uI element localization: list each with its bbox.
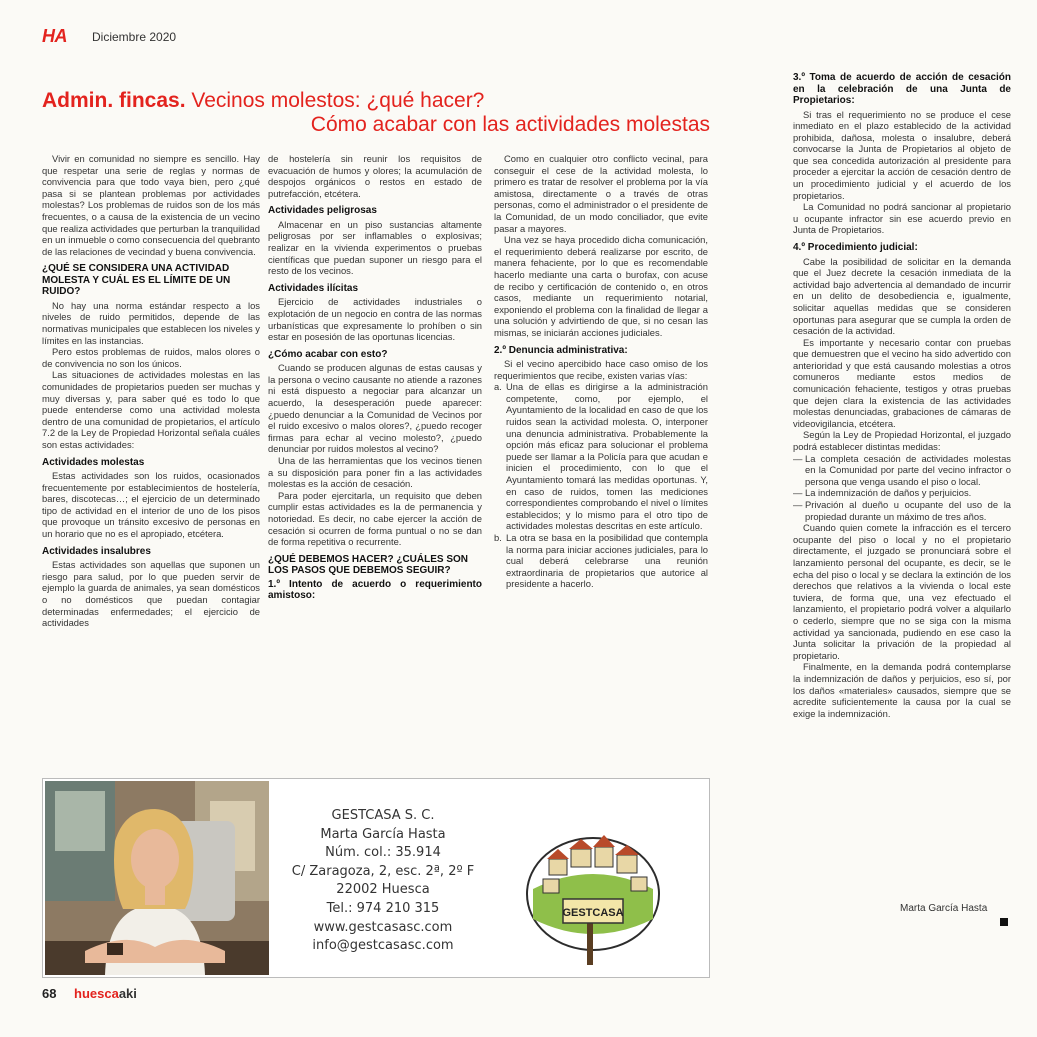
paragraph: Si el vecino apercibido hace caso omiso de los requerimientos que recibe, existen varias vías:	[494, 358, 708, 381]
paragraph: La Comunidad no podrá sancionar al propietario u ocupante infractor sin ese acuerdo previo en Junta de Propietarios.	[793, 201, 1011, 236]
email-link[interactable]: info@gestcasasc.com	[312, 938, 454, 954]
author-signature: Marta García Hasta	[900, 903, 988, 914]
list-marker: —	[793, 499, 803, 510]
paragraph: Ejercicio de actividades industriales o explotación de un negocio en contra de las normas urbanísticas que expresamente lo prohíben o sin estar en posesión de las oportunas licencias.	[268, 296, 482, 343]
section-heading: ¿QUÉ DEBEMOS HACER? ¿CUÁLES SON LOS PASOS QUE DEBEMOS SEGUIR?	[268, 553, 469, 577]
paragraph: Si tras el requerimiento no se produce el cese inmediato en el plazo establecido de la actividad prohibida, dañosa, molesta o insalubre, deberá convocarse la Junta de Propietarios al objeto de que sea concedida autorización al presidente para proceder a ejercitar la acción de cesación dentro de un procedimiento judicial y el acuerdo de los propietarios.	[793, 108, 1011, 201]
paragraph: Pero estos problemas de ruidos, malos olores o de convivencia no son los únicos.	[42, 346, 260, 369]
paragraph: Una vez se haya procedido dicha comunicación, el requerimiento deberá realizarse por escrito, de manera fehaciente, por lo que es recomendable hacerlo mediante una carta o burofax, con acuse de recibo y certificación de contenido o, en otros casos, mediante un requerimiento notarial, exponiendo el problema con la finalidad de llegar a una solución y advirtiendo de que, si no cesan las mismas, se iniciarán acciones judiciales.	[494, 234, 708, 338]
list-marker: b.	[494, 531, 502, 543]
phone-number[interactable]: Tel.: 974 210 315	[326, 900, 440, 916]
gestcasa-logo	[513, 819, 673, 969]
article-column-1	[42, 153, 260, 763]
list-item	[793, 499, 1011, 522]
paragraph: Para poder ejercitarla, un requisito que deben cumplir estas actividades es la de permanencia y notoriedad. Es decir, no cabe ejercer la acción de cesación si ocurren de forma puntual o no se dan de forma repetitiva o recurrente.	[268, 489, 482, 548]
website-link[interactable]: www.gestcasasc.com	[313, 919, 453, 935]
contact-name: Marta García Hasta	[320, 826, 446, 842]
subheading: 2.º Denuncia administrativa:	[494, 344, 628, 356]
paragraph: Estas actividades son aquellas que suponen un riesgo para salud, por lo que pueden servir de ejemplo la guarda de animales, ya sean domésticos o no domésticos que puedan contagiar determinadas enfermedades; el ejercicio de actividades	[42, 559, 260, 629]
magazine-logo: HA	[42, 26, 67, 46]
page-number: 68	[42, 986, 57, 1001]
logo-wordmark: GESTCASA	[562, 907, 624, 919]
article-column-4	[793, 72, 1011, 932]
paragraph: Almacenar en un piso sustancias altamente peligrosas por ser inflamables o explosivas; realizar en la vivienda experimentos o pruebas científicas que puedan suponer un riesgo para el resto de los vecinos.	[268, 218, 482, 277]
list-text: Una de ellas es dirigirse a la administración competente, como, por ejemplo, el Ayuntamiento de la localidad en caso de que los ruidos sean la actividad molesta. O, interponer una denuncia administrativa. Probablemente la opción más eficaz para solucionar el problema puede ser llamar a la Policía para que acudan e inicien el procedimiento, con lo que el Ayuntamiento tomará las medidas oportunas. Y, en caso de ruidos, tomen las mediciones correspondientes comprobando el nivel o límites establecidos; y lo mismo para el otro tipo de actividades molestas descritas en este artículo.	[506, 381, 708, 532]
list-item	[793, 453, 1011, 488]
paragraph: Finalmente, en la demanda podrá contemplarse la indemnización de daños y perjuicios, eso sí, por los daños «materiales» causados, siempre que se acredite suficientemente la causa por la cual se exige la indemnización.	[793, 661, 1011, 719]
subheading: ¿Cómo acabar con esto?	[268, 348, 388, 360]
subheading: 1.º Intento de acuerdo o requerimiento amistoso:	[268, 578, 482, 602]
author-photo	[45, 781, 269, 975]
title-main: Vecinos molestos: ¿qué hacer?	[185, 89, 485, 112]
paragraph: Cuando se producen algunas de estas causas y la persona o vecino causante no atiende a razones ni está dispuesto a negociar para alcanzar un acuerdo, la desesperación puede aparecer: ¿puedo denunciar a la Comunidad de Vecinos por el ruido excesivo o malos olores?, ¿puedo recoger firmas para echar al vecino molesto?, ¿puedo denunciar por ruidos molestos al vecino?	[268, 362, 482, 455]
paragraph: Como en cualquier otro conflicto vecinal, para conseguir el cese de la actividad molesta, lo primero es tratar de resolver el problema por la vía amistosa, directamente o a través de otras personas, como el administrador o el presidente de la Comunidad, de un modo conciliador, que evite pasar a mayores.	[494, 153, 708, 234]
section-label: Admin. fincas.	[42, 89, 186, 112]
paragraph: Vivir en comunidad no siempre es sencillo. Hay que respetar una serie de reglas y normas de convivencia para que todo vaya bien, pero ¿qué pasa si se plantean problemas por actividades molestas? Los problemas de ruidos son de los más frecuentes, o a causa de la existencia de un vecino que realiza actividades que perturban la tranquilidad en un inmueble o como consecuencia del quebranto de las relaciones de vecindad y buena convivencia.	[42, 153, 260, 257]
issue-date: Diciembre 2020	[92, 30, 177, 44]
paragraph: Las situaciones de actividades molestas en las comunidades de propietarios pueden ser muchas y muy diversas y, para saber qué es todo lo que puede entenderse como una actividad molesta dentro de una comunidad de propietarios, el artículo 7.2 de la Ley de Propiedad Horizontal señala cuáles son estas actividades:	[42, 369, 260, 450]
list-marker: —	[793, 452, 803, 464]
company-name: GESTCASA S. C.	[331, 808, 435, 823]
address-line: C/ Zaragoza, 2, esc. 2ª, 2º F	[291, 863, 475, 879]
paragraph: Es importante y necesario contar con pruebas que demuestren que el vecino ha sido advertido con anterioridad y que está causando molestias a otros comuneros mediante estos medios de comunicación fehaciente, testigos y otras pruebas que dejen clara la existencia de las actividades molestas denunciadas, grabaciones de cámaras de videovigilancia, etcétera.	[793, 336, 1011, 429]
article-column-3	[494, 153, 708, 743]
paragraph: Cuando quien comete la infracción es el tercero ocupante del piso o local y no el propietario directamente, el juzgado se pronunciará sobre el lanzamiento personal del ocupante, es decir, se le echa del piso o local y se declara la extinción de los derechos que relativos a la vivienda o local este tuviera, de forma que, una vez efectuado el lanzamiento, el propietario podrá volver a alquilarlo o cederlo, siempre que no se siga con la misma actividad ya sancionada, pudiendo en ese caso la Junta solicitar la privación de la propiedad al propietario.	[793, 522, 1011, 661]
subheading: 4.º Procedimiento judicial:	[793, 242, 918, 254]
list-item	[494, 532, 708, 590]
subheading: 3.º Toma de acuerdo de acción de cesación en la celebración de una Junta de Propietarios:	[793, 72, 1011, 106]
paragraph: Cabe la posibilidad de solicitar en la demanda que el Juez decrete la cesación inmediata de la actividad bajo advertencia al demandado de incurrir en un delito de desobediencia e, igualmente, solicitar aquellas medidas que se consideren oportunas para asegurar que se cumpla la orden de cesación de la actividad.	[793, 255, 1011, 337]
title-subtitle: Cómo acabar con las actividades molestas	[310, 113, 710, 136]
list-text: Privación al dueño u ocupante del uso de la propiedad durante un máximo de tres años.	[805, 499, 1011, 522]
subheading: Actividades insalubres	[42, 545, 151, 557]
publication-brand	[74, 986, 137, 1001]
city-line: 22002 Huesca	[336, 882, 430, 898]
article-title	[42, 88, 722, 114]
list-text: La indemnización de daños y perjuicios.	[805, 487, 972, 499]
article-column-2	[268, 153, 482, 743]
measures-list	[793, 453, 1011, 523]
section-heading: ¿QUÉ SE CONSIDERA UNA ACTIVIDAD MOLESTA Y CUÁL ES EL LÍMITE DE UN RUIDO?	[42, 263, 231, 298]
subheading: Actividades peligrosas	[268, 205, 377, 217]
contact-block	[283, 807, 483, 956]
subheading: Actividades molestas	[42, 456, 145, 468]
paragraph: de hostelería sin reunir los requisitos de evacuación de humos y olores; la acumulación de despojos orgánicos o restos en estado de putrefacción, etcétera.	[268, 153, 482, 199]
paragraph: Estas actividades son los ruidos, ocasionados frecuentemente por establecimientos de hostelería, bares, discotecas…; el ejercicio de un determinado tipo de actividad en el interior de uno de los pisos que provoque un tránsito excesivo de personas en un horario que no es el apropiado, etcétera.	[42, 470, 260, 540]
registration-number: Núm. col.: 35.914	[325, 845, 441, 861]
list-marker: a.	[494, 381, 502, 393]
end-mark	[1000, 918, 1008, 926]
advertisement-box	[42, 778, 710, 978]
brand-part-1: huesca	[74, 986, 119, 1001]
list-text: La otra se basa en la posibilidad que contempla la norma para iniciar acciones judiciales, para lo cual deberá celebrarse una reunión extraordinaria de propietarios que autorice al presidente a hacerlo.	[506, 531, 708, 590]
brand-part-2: aki	[118, 986, 137, 1001]
options-list	[494, 381, 708, 590]
paragraph: Según la Ley de Propiedad Horizontal, el juzgado podrá establecer distintas medidas:	[793, 429, 1011, 453]
paragraph: Una de las herramientas que los vecinos tienen a su disposición para poner fin a las actividades molestas es la acción de cesación.	[268, 454, 482, 490]
list-item	[494, 381, 708, 532]
paragraph: No hay una norma estándar respecto a los niveles de ruido permitidos, depende de las normativas municipales que establecen los niveles y límites en las instancias.	[42, 299, 260, 346]
subheading: Actividades ilícitas	[268, 282, 359, 294]
list-marker: —	[793, 487, 803, 499]
list-item	[793, 487, 1011, 499]
list-text: La completa cesación de actividades molestas en la Comunidad por parte del vecino infractor o persona que venga usando el piso o local.	[805, 452, 1011, 487]
